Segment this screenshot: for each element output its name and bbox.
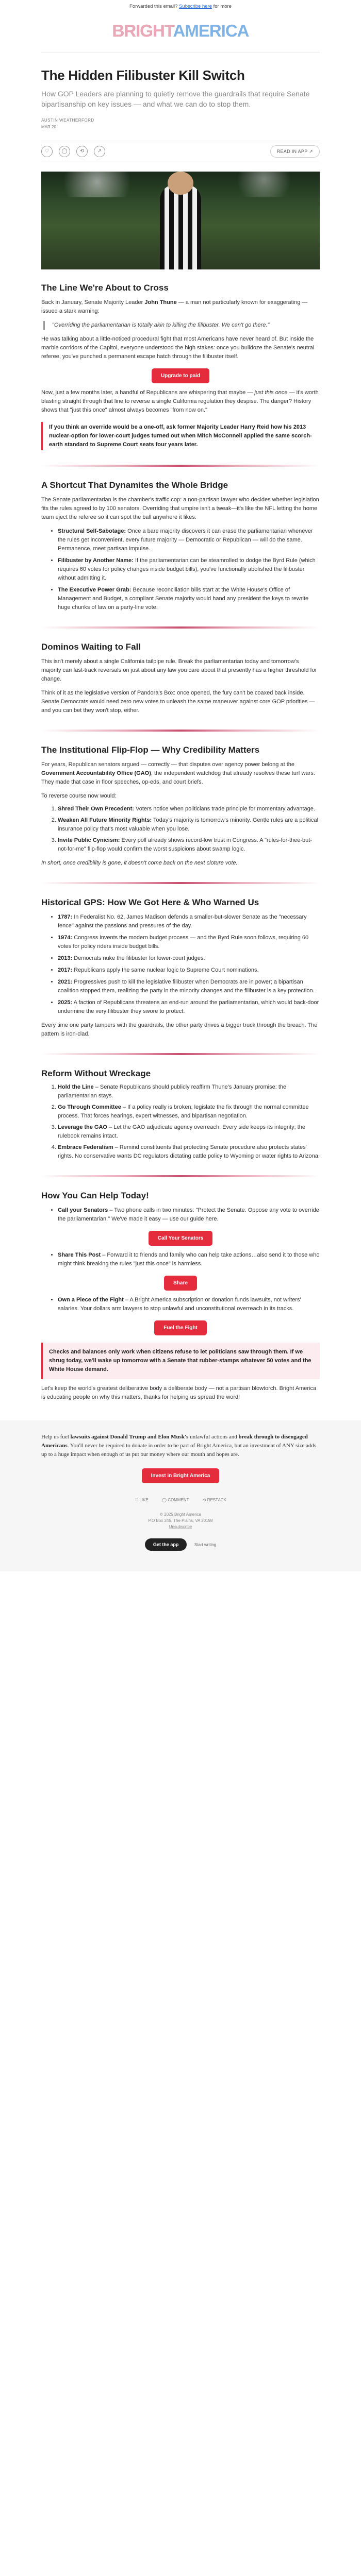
post-date: MAR 20 xyxy=(41,125,56,129)
footer-address xyxy=(0,1512,361,1530)
list-item: 1. Shred Their Own Precedent: Voters notice when politicians trade principle for momentary advantage. xyxy=(58,805,320,814)
s4-paragraph-2: To reverse course now would: xyxy=(41,793,117,799)
thune-quote: "Overriding the parliamentarian is totally akin to killing the filibuster. We can't go there." xyxy=(43,321,320,330)
list-item: 1. Hold the Line – Senate Republicans should publicly reaffirm Thune's January promise: the parliamentarian stays. xyxy=(58,1083,320,1100)
footer-like-button[interactable]: ♡ LIKE xyxy=(135,1498,149,1502)
s5-closing: Every time one party tampers with the guardrails, the other party drives a bigger truck through the breach. The pattern is iron-clad. xyxy=(41,1022,318,1037)
list-item: • Own a Piece of the Fight – A Bright America subscription or donation funds lawsuits, not writers' salaries. Your dollars arm lawyers to stop unlawful and unconstitutional overreach in its tracks. xyxy=(58,1296,320,1313)
restack-icon[interactable]: ⟲ xyxy=(76,146,88,157)
post-title: The Hidden Filibuster Kill Switch xyxy=(41,67,245,83)
s1-paragraph-1: Back in January, Senate Majority Leader John Thune — a man not particularly known for exaggerating — issued a stark warning: xyxy=(41,299,308,314)
copyright: © 2025 Bright America xyxy=(159,1512,202,1517)
get-app-button[interactable]: Get the app xyxy=(145,1538,187,1551)
list-item: 3. Leverage the GAO – Let the GAO adjudicate agency overreach. Every side keeps its integrity; the rulebook remains intact. xyxy=(58,1123,320,1141)
s3-paragraph-1: This isn't merely about a single California tailpipe rule. Break the parliamentarian today and tomorrow's majority can fast-track reversals on just about any law you care about that presently has a higher threshold for change. xyxy=(41,658,317,682)
list-item: • Filibuster by Another Name: If the parliamentarian can be steamrolled to dodge the Byrd Rule (which requires 60 votes for policy changes inside budget bills), you've functionally abolished the filibuster without admitting it. xyxy=(58,556,320,583)
section-divider xyxy=(41,882,320,884)
s1-paragraph-3: Now, just a few months later, a handful of Republicans are whispering that maybe — just this once — it's worth blasting straight through that line to reverse a single California regulation they despise. The danger? History shows that "just this once" almost always becomes "from now on." xyxy=(41,389,319,413)
section-heading-help: How You Can Help Today! xyxy=(41,1191,149,1200)
s7-callout: Checks and balances only work when citizens refuse to let politicians saw through them. If we shrug today, we'll wake up tomorrow with a Senate that rubber-stamps whatever 50 votes and the White House demand. xyxy=(41,1343,320,1379)
s1-callout: If you think an override would be a one-off, ask former Majority Leader Harry Reid how his 2013 nuclear-option for lower-court judges turned out when Mitch McConnell applied the same scorch-earth standard to Supreme Court seats four years later. xyxy=(41,422,320,450)
action-bar xyxy=(41,141,320,161)
s7-actions xyxy=(41,1206,320,1224)
invest-button[interactable]: Invest in Bright America xyxy=(142,1468,220,1483)
upgrade-to-paid-button[interactable]: Upgrade to paid xyxy=(152,368,209,383)
s4-paragraph-1: For years, Republican senators argued — correctly — that disputes over agency power belong at the Government Accountability Office (GAO), the independent watchdog that already resolves these turf wars. They made that case in floor speeches, op-eds, and court briefs. xyxy=(41,761,315,785)
forward-notice xyxy=(0,0,361,12)
list-item: • 1787: In Federalist No. 62, James Madison defends a smaller-but-slower Senate as the "necessary fence" against the passions and pressures of the day. xyxy=(58,913,320,930)
s1-paragraph-2: He was talking about a little-noticed procedural fight that most Americans have never heard of. But inside the marble corridors of the Capitol, everyone understood the high stakes: once you bulldoze the Senate's neutral referee, you've punched a permanent escape hatch through the filibuster itself. xyxy=(41,336,315,360)
footer-comment-button[interactable]: ◯ COMMENT xyxy=(162,1498,189,1502)
list-item: • The Executive Power Grab: Because reconciliation bills start at the White House's Office of Management and Budget, a compliant Senate majority would hand any president the keys to rewrite huge chunks of law on a party-line vote. xyxy=(58,586,320,612)
section-divider xyxy=(41,1175,320,1177)
referee-figure xyxy=(160,184,201,269)
s6-list xyxy=(41,1083,320,1161)
s7-closing: Let's keep the world's greatest deliberative body a deliberate body — not a partisan blowtorch. Bright America is educating people on why this matters, thanks for helping us spread the word! xyxy=(41,1385,317,1400)
s4-closing: In short, once credibility is gone, it doesn't come back on the next cloture vote. xyxy=(41,860,238,866)
comment-icon[interactable]: ◯ xyxy=(59,146,70,157)
get-app-row xyxy=(0,1538,361,1551)
start-writing-link[interactable]: Start writing xyxy=(194,1543,217,1547)
hero-image-referee[interactable] xyxy=(41,172,320,269)
footer-appeal: Help us fuel lawsuits against Donald Trump and Elon Musk's unlawful actions and break through to disengaged Americans. You'll never be required to donate in order to be part of Bright America, but an investment of ANY size adds up to a huge impact when enough of us put our money where our mouth and hopes are. xyxy=(41,1434,317,1458)
author-name[interactable]: AUSTIN WEATHERFORD xyxy=(41,118,94,123)
post-subtitle: How GOP Leaders are planning to quietly remove the guardrails that require Senate bipartisanship on key issues — and what we can do to stop them. xyxy=(41,90,310,108)
list-item: • 2013: Democrats nuke the filibuster for lower-court judges. xyxy=(58,954,320,963)
footer-actions xyxy=(0,1498,361,1502)
footer xyxy=(0,1420,361,1571)
logo-part-america: AMERICA xyxy=(173,21,249,40)
unsubscribe-link[interactable]: Unsubscribe xyxy=(169,1524,192,1529)
section-heading-line: The Line We're About to Cross xyxy=(41,283,169,293)
s2-list xyxy=(41,527,320,612)
section-divider xyxy=(41,465,320,467)
list-item: 2. Go Through Committee – If a policy really is broken, legislate the fix through the normal committee process. That forces hearings, expert witnesses, and bipartisan negotiation. xyxy=(58,1103,320,1121)
share-button[interactable]: Share xyxy=(164,1276,197,1291)
s5-timeline xyxy=(41,913,320,1016)
section-divider xyxy=(41,626,320,629)
subscribe-link[interactable]: Subscribe here xyxy=(179,4,212,9)
list-item: • Structural Self-Sabotage: Once a bare majority discovers it can erase the parliamentarian whenever the rules get inconvenient, every future majority — Democratic or Republican — will do the same. Permanence, meet partisan impulse. xyxy=(58,527,320,553)
fuel-the-fight-button[interactable]: Fuel the Fight xyxy=(154,1320,207,1335)
list-item: • 2025: A faction of Republicans threatens an end-run around the parliamentarian, which would back-door undermine the very filibuster they swore to protect. xyxy=(58,998,320,1016)
call-senators-button[interactable]: Call Your Senators xyxy=(149,1231,213,1246)
s4-list xyxy=(41,805,320,854)
forward-text: Forwarded this email? xyxy=(129,4,179,9)
s7-actions-2 xyxy=(41,1251,320,1268)
like-icon[interactable]: ♡ xyxy=(41,146,53,157)
bright-america-logo[interactable] xyxy=(41,21,320,41)
logo-part-bright: BRIGHT xyxy=(112,21,173,40)
list-item: • 1974: Congress invents the modern budget process — and the Byrd Rule soon follows, requiring 60 votes for policy riders inside budget bills. xyxy=(58,934,320,951)
list-item: 3. Invite Public Cynicism: Every poll already shows record-low trust in Congress. A "rules-for-thee-but-not-for-me" flip-flop would confirm the worst suspicions about swamp logic. xyxy=(58,836,320,854)
read-in-app-button[interactable]: READ IN APP ↗ xyxy=(270,145,320,158)
section-heading-dominos: Dominos Waiting to Fall xyxy=(41,642,141,652)
footer-restack-button[interactable]: ⟲ RESTACK xyxy=(202,1498,226,1502)
postal-address: P.O Box 245, The Plains, VA 20198 xyxy=(148,1518,213,1523)
section-heading-reform: Reform Without Wreckage xyxy=(41,1069,151,1078)
list-item: • Share This Post – Forward it to friends and family who can help take actions…also send it to those who might think breaking the rules "just this once" is harmless. xyxy=(58,1251,320,1268)
section-divider xyxy=(41,1053,320,1055)
list-item: 2. Weaken All Future Minority Rights: Today's majority is tomorrow's minority. Gentle rules are a political insurance policy that's most valuable when you lose. xyxy=(58,816,320,834)
s7-actions-3 xyxy=(41,1296,320,1313)
share-icon[interactable]: ↗ xyxy=(94,146,105,157)
list-item: 4. Embrace Federalism – Remind constituents that protecting Senate procedure also protects states' rights. No conservative wants DC regulators dictating cattle policy to Wyoming or water rights to Arizona. xyxy=(58,1143,320,1161)
section-heading-history: Historical GPS: How We Got Here & Who Warned Us xyxy=(41,897,259,907)
s2-paragraph-1: The Senate parliamentarian is the chamber's traffic cop: a non-partisan lawyer who decides whether legislation fits the rules agreed to by 100 senators. Overriding that umpire isn't a tweak—it's like the NFL letting the home team eject the referee so it can spot the ball anywhere it likes. xyxy=(41,497,319,520)
section-heading-flipflop: The Institutional Flip-Flop — Why Credibility Matters xyxy=(41,745,260,755)
list-item: • 2017: Republicans apply the same nuclear logic to Supreme Court nominations. xyxy=(58,966,320,975)
list-item: • Call your Senators – Two phone calls in two minutes: "Protect the Senate. Oppose any vote to override the parliamentarian." We've made it easy — use our guide here. xyxy=(58,1206,320,1224)
section-divider xyxy=(41,730,320,732)
section-heading-shortcut: A Shortcut That Dynamites the Whole Bridge xyxy=(41,480,228,490)
forward-tail: for more xyxy=(212,4,232,9)
referee-head xyxy=(168,172,193,195)
s3-paragraph-2: Think of it as the legislative version of Pandora's Box: once opened, the fury can't be coaxed back inside. Senate Democrats would need zero new votes to unleash the same maneuver against core GOP priorities — and you can bet they won't stop, either. xyxy=(41,690,315,714)
list-item: • 2021: Progressives push to kill the legislative filibuster when Democrats are in power; a bipartisan coalition stopped them, realizing the party in the minority changes and the filibuster is a key protection. xyxy=(58,978,320,995)
